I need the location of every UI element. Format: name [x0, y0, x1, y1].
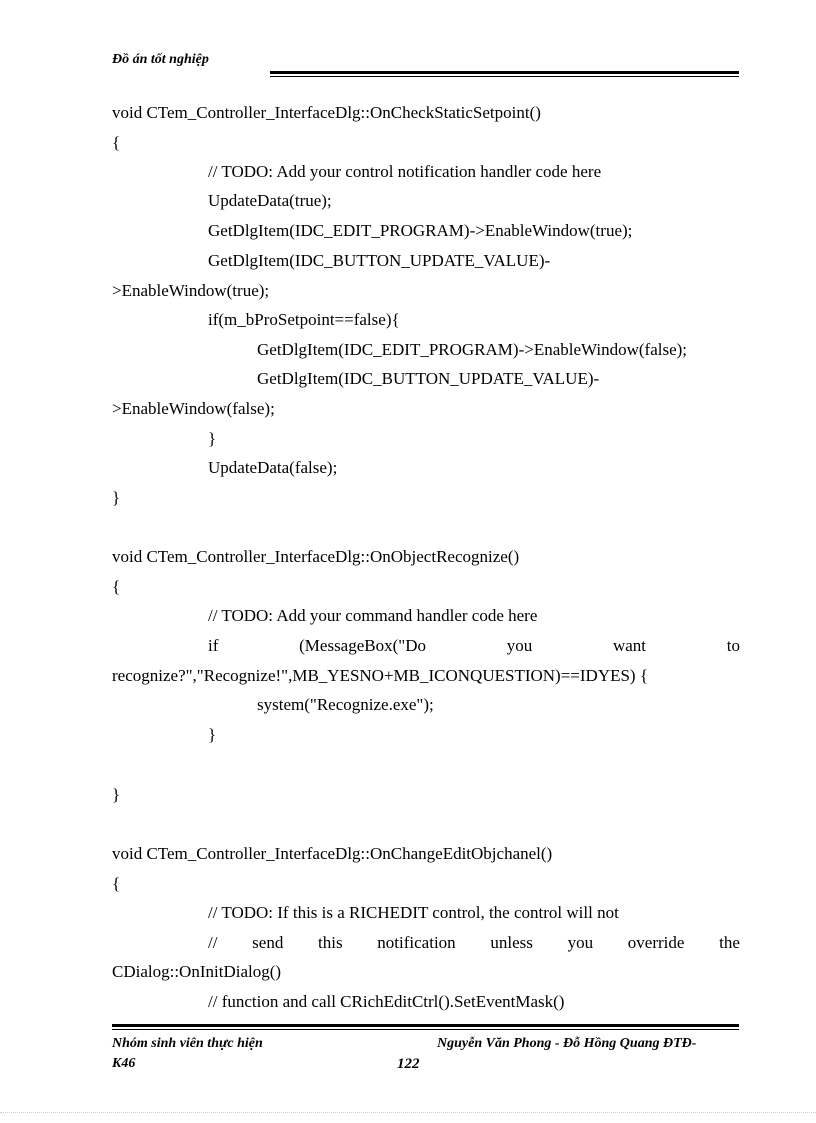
- code-line: // TODO: If this is a RICHEDIT control, the control will not: [208, 903, 619, 922]
- code-line: >EnableWindow(false);: [112, 399, 275, 418]
- code-word: send: [252, 933, 284, 952]
- code-line: UpdateData(true);: [208, 191, 332, 210]
- code-line: void CTem_Controller_InterfaceDlg::OnChangeEditObjchanel(): [112, 844, 553, 863]
- code-line: system("Recognize.exe");: [257, 695, 434, 714]
- code-line: void CTem_Controller_InterfaceDlg::OnObjectRecognize(): [112, 547, 520, 566]
- code-word: want: [612, 636, 647, 655]
- code-line: }: [208, 725, 217, 744]
- code-word: notification: [377, 933, 456, 952]
- code-line: void CTem_Controller_InterfaceDlg::OnCheckStaticSetpoint(): [112, 103, 541, 122]
- code-line: }: [112, 785, 121, 804]
- code-line: if(m_bProSetpoint==false){: [208, 310, 400, 329]
- code-word: if: [208, 636, 219, 655]
- code-word: //: [208, 933, 218, 952]
- code-line-justified: [208, 933, 740, 953]
- code-line: GetDlgItem(IDC_BUTTON_UPDATE_VALUE)-: [208, 251, 551, 270]
- code-line-justified: [208, 636, 740, 656]
- footer-class: K46: [112, 1056, 136, 1071]
- code-word: (MessageBox("Do: [299, 636, 426, 655]
- footer-authors-names: Nguyễn Văn Phong - Đỗ Hồng Quang ĐTĐ-: [437, 1036, 697, 1051]
- code-line: CDialog::OnInitDialog(): [112, 962, 282, 981]
- code-line: // TODO: Add your command handler code here: [208, 606, 538, 625]
- code-line: }: [112, 488, 121, 507]
- code-line: {: [112, 133, 121, 152]
- code-word: override: [627, 933, 685, 952]
- code-line: recognize?","Recognize!",MB_YESNO+MB_ICONQUESTION)==IDYES) {: [112, 666, 649, 685]
- code-word: this: [318, 933, 343, 952]
- code-line: // function and call CRichEditCtrl().SetEventMask(): [208, 992, 565, 1011]
- code-line: GetDlgItem(IDC_BUTTON_UPDATE_VALUE)-: [257, 369, 600, 388]
- code-line: {: [112, 874, 121, 893]
- code-line: // TODO: Add your control notification handler code here: [208, 162, 602, 181]
- code-word: to: [726, 636, 740, 655]
- code-line: UpdateData(false);: [208, 458, 338, 477]
- code-word: you: [567, 933, 594, 952]
- code-word: you: [506, 636, 533, 655]
- footer-rule: [112, 1024, 739, 1030]
- code-line: >EnableWindow(true);: [112, 281, 270, 300]
- code-word: the: [719, 933, 740, 952]
- code-line: {: [112, 577, 121, 596]
- code-line: }: [208, 429, 217, 448]
- header-title: Đồ án tốt nghiệp: [112, 52, 209, 67]
- code-line: GetDlgItem(IDC_EDIT_PROGRAM)->EnableWindow(false);: [257, 340, 688, 359]
- code-line: GetDlgItem(IDC_EDIT_PROGRAM)->EnableWindow(true);: [208, 221, 633, 240]
- page-edge-divider: [0, 1112, 816, 1113]
- header-rule: [270, 71, 739, 77]
- footer-authors-group: Nhóm sinh viên thực hiện: [112, 1036, 263, 1051]
- page-number: 122: [397, 1056, 420, 1072]
- code-word: unless: [490, 933, 533, 952]
